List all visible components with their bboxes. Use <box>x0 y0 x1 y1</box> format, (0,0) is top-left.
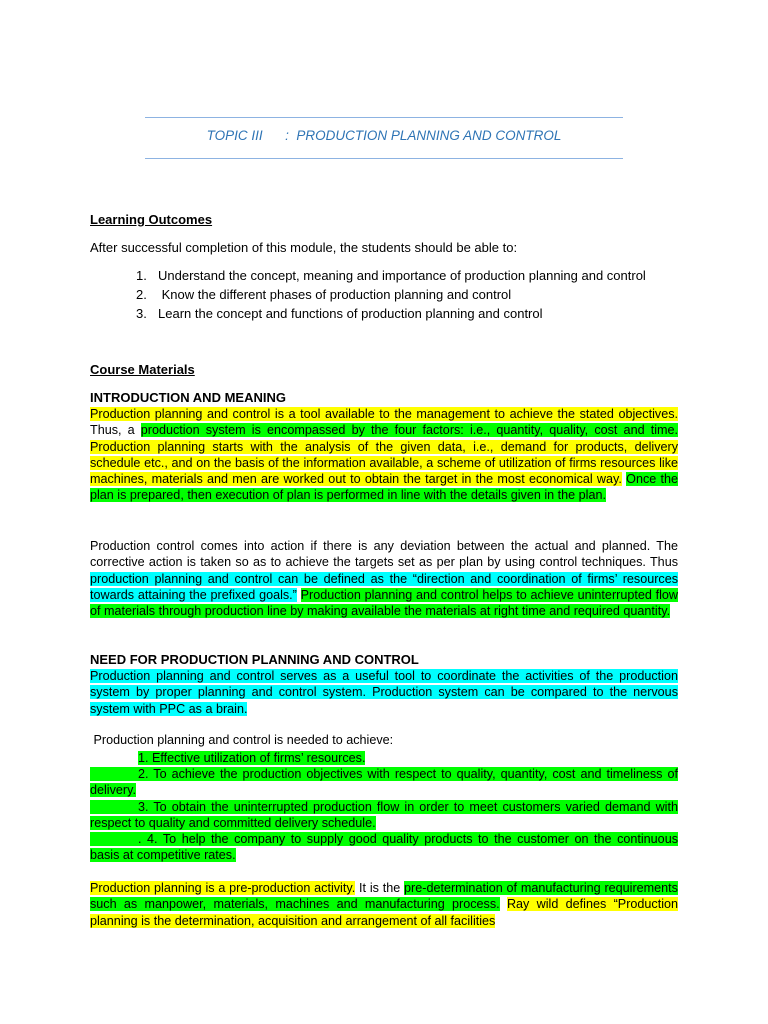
text-run: pre-determination of manufacturing requirements such as manpower, materials, machines and manufacturing process. <box>90 881 678 912</box>
topic-title <box>145 128 623 143</box>
topic-separator: : <box>285 128 289 143</box>
top-rule <box>145 117 623 118</box>
learning-outcomes-heading: Learning Outcomes <box>90 212 213 227</box>
bottom-rule <box>145 158 623 159</box>
outcome-item-2: 2. Know the different phases of production planning and control <box>136 287 512 302</box>
text-run: Once the plan is prepared, then execution of plan is performed in line with the details given in the plan. <box>90 472 679 503</box>
intro-paragraph-1 <box>90 406 678 504</box>
intro-paragraph-2 <box>90 538 678 619</box>
text-run: Thus, a <box>90 423 141 438</box>
learning-intro: After successful completion of this module, the students should be able to: <box>90 240 518 255</box>
text-run: Production control comes into action if there is any deviation between the actual and planned. The corrective action is taken so as to achieve the targets set as per plan by using control techniques. Thus <box>90 539 678 570</box>
text-run: production system is encompassed by the four factors: i.e., quantity, quality, cost and time. <box>140 423 679 438</box>
achieve-intro: Production planning and control is needed to achieve: <box>90 733 394 747</box>
text-run: Production planning and control helps to achieve uninterrupted flow of materials through production line by making available the materials at right time and required quantity. <box>90 587 678 619</box>
text-run: Production planning and control is a tool available to the management to achieve the stated objectives. <box>90 407 678 421</box>
outcome-item-1: 1. Understand the concept, meaning and importance of production planning and control <box>136 268 646 283</box>
text-run <box>500 897 507 911</box>
achieve-item-1: 1. Effective utilization of firms’ resources. <box>138 751 366 765</box>
intro-heading: INTRODUCTION AND MEANING <box>90 390 286 405</box>
topic-name: PRODUCTION PLANNING AND CONTROL <box>296 128 562 143</box>
topic-label: TOPIC III <box>206 128 263 143</box>
need-heading: NEED FOR PRODUCTION PLANNING AND CONTROL <box>90 652 419 667</box>
outcome-item-3: 3. Learn the concept and functions of production planning and control <box>136 306 543 321</box>
text-run: Production planning is a pre-production activity. <box>90 881 356 895</box>
achieve-item-4: . 4. To help the company to supply good quality products to the customer on the continuous basis at competitive rates. <box>90 832 678 863</box>
text-run: It is the <box>355 881 405 895</box>
need-paragraph-1 <box>90 668 678 717</box>
text-run: Ray wild defines “Production planning is the determination, acquisition and arrangement of all facilities <box>90 897 679 928</box>
text-run: Production planning starts with the analysis of the given data, i.e., demand for products, delivery schedule etc., and on the basis of the information available, a scheme of utilization of firms resources like machines, materials and men are worked out to obtain the target in the most economical way. <box>90 439 678 487</box>
achieve-item-2: 2. To achieve the production objectives with respect to quality, quantity, cost and timeliness of delivery. <box>90 767 678 798</box>
text-run: production planning and control can be defined as the “direction and coordination of firms’ resources towards attaining the prefixed goals.” <box>90 571 678 602</box>
course-materials-heading: Course Materials <box>90 362 195 377</box>
achieve-item-3: 3. To obtain the uninterrupted production flow in order to meet customers varied demand with respect to quality and committed delivery schedule. <box>90 800 678 831</box>
need-paragraph-3 <box>90 880 678 929</box>
text-run: Production planning and control serves as a useful tool to coordinate the activities of the production system by proper planning and control system. Production system can be compared to the nervous system with PPC as a brain. <box>90 669 678 716</box>
